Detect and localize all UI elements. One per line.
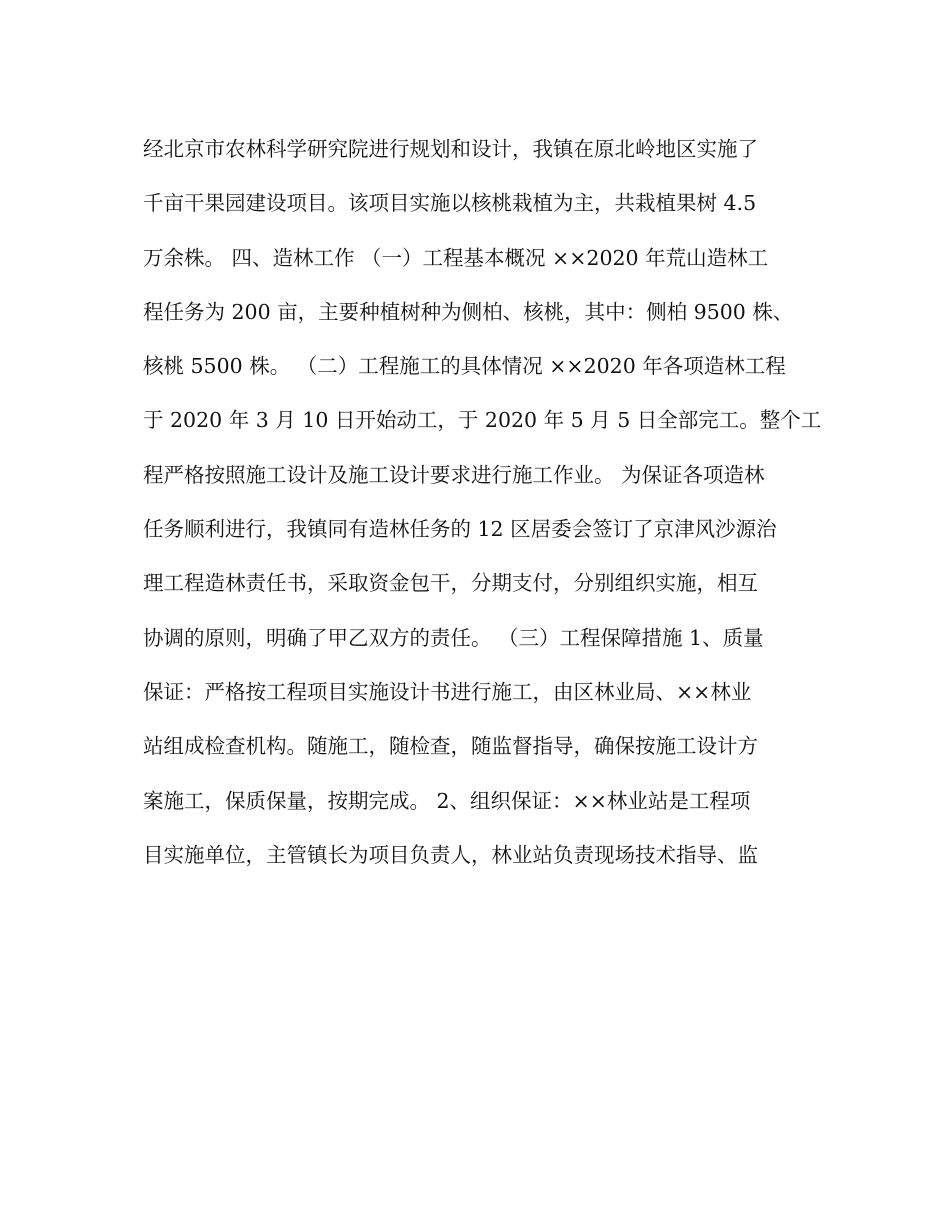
text-line: 万余株。 四、造林工作 （一）工程基本概况 ××2020 年荒山造林工 [143,245,769,270]
text-line: 程任务为 200 亩，主要种植树种为侧柏、核桃，其中：侧柏 9500 株、 [143,299,794,324]
text-line: 协调的原则，明确了甲乙双方的责任。 （三）工程保障措施 1、质量 [143,625,764,650]
text-line: 经北京市农林科学研究院进行规划和设计，我镇在原北岭地区实施了 [143,137,758,161]
text-line: 程严格按照施工设计及施工设计要求进行施工作业。 为保证各项造林 [143,462,765,487]
body-text [143,122,823,882]
text-line: 站组成检查机构。随施工，随检查，随监督指导，确保按施工设计方 [143,734,758,759]
text-line: 任务顺利进行，我镇同有造林任务的 12 区居委会签订了京津风沙源治 [143,517,777,542]
text-line: 保证：严格按工程项目实施设计书进行施工，由区林业局、××林业 [143,679,752,704]
text-line: 核桃 5500 株。 （二）工程施工的具体情况 ××2020 年各项造林工程 [143,354,786,379]
text-line: 案施工，保质保量，按期完成。 2、组织保证：××林业站是工程项 [143,788,751,813]
text-line: 于 2020 年 3 月 10 日开始动工，于 2020 年 5 月 5 日全部完工。整个工 [143,408,822,433]
text-line: 千亩干果园建设项目。该项目实施以核桃栽植为主，共栽植果树 4.5 [143,191,757,216]
text-line: 理工程造林责任书，采取资金包干，分期支付，分别组织实施，相互 [143,571,758,596]
text-line: 目实施单位，主管镇长为项目负责人，林业站负责现场技术指导、监 [143,842,758,867]
